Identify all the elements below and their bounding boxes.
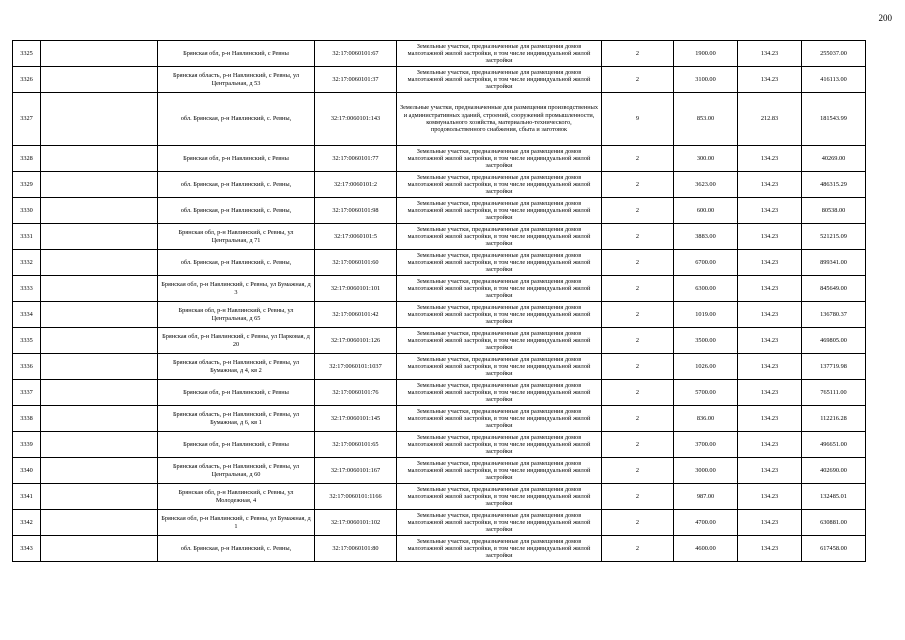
area-cell: 4600.00 — [674, 536, 738, 562]
specific-value-cell: 134.23 — [738, 328, 802, 354]
empty-cell — [41, 67, 158, 93]
use-group-cell: 2 — [602, 172, 674, 198]
cadastral-number-cell: 32:17:0060101:2 — [315, 172, 397, 198]
row-number: 3332 — [13, 250, 41, 276]
cadastral-number-cell: 32:17:0060101:77 — [315, 146, 397, 172]
table-row — [13, 432, 866, 458]
row-number: 3339 — [13, 432, 41, 458]
specific-value-cell: 134.23 — [738, 198, 802, 224]
cadastral-value-cell: 40269.00 — [802, 146, 866, 172]
empty-cell — [41, 302, 158, 328]
use-group-cell: 2 — [602, 250, 674, 276]
row-number: 3335 — [13, 328, 41, 354]
table-row — [13, 276, 866, 302]
area-cell: 1900.00 — [674, 41, 738, 67]
empty-cell — [41, 250, 158, 276]
permitted-use-cell: Земельные участки, предназначенные для размещения домов малоэтажной жилой застройки, в том числе индивидуальной жилой застройки — [397, 276, 602, 302]
permitted-use-cell: Земельные участки, предназначенные для размещения домов малоэтажной жилой застройки, в том числе индивидуальной жилой застройки — [397, 380, 602, 406]
area-cell: 3000.00 — [674, 458, 738, 484]
cadastral-value-cell: 132485.01 — [802, 484, 866, 510]
use-group-cell: 2 — [602, 41, 674, 67]
use-group-cell: 2 — [602, 198, 674, 224]
page-number: 200 — [878, 13, 892, 23]
table-row — [13, 484, 866, 510]
address-cell: обл. Брянская, р-н Навлинский, с. Ревны, — [158, 93, 315, 146]
cadastral-number-cell: 32:17:0060101:76 — [315, 380, 397, 406]
specific-value-cell: 134.23 — [738, 276, 802, 302]
row-number: 3329 — [13, 172, 41, 198]
address-cell: Брянская обл, р-н Навлинский, с Ревны, ул Молодежная, 4 — [158, 484, 315, 510]
use-group-cell: 2 — [602, 224, 674, 250]
cadastral-number-cell: 32:17:0060101:42 — [315, 302, 397, 328]
use-group-cell: 9 — [602, 93, 674, 146]
specific-value-cell: 134.23 — [738, 302, 802, 328]
row-number: 3343 — [13, 536, 41, 562]
area-cell: 3100.00 — [674, 67, 738, 93]
specific-value-cell: 134.23 — [738, 536, 802, 562]
use-group-cell: 2 — [602, 458, 674, 484]
cadastral-value-cell: 416113.00 — [802, 67, 866, 93]
cadastral-value-cell: 765111.00 — [802, 380, 866, 406]
address-cell: обл. Брянская, р-н Навлинский, с. Ревны, — [158, 172, 315, 198]
area-cell: 3623.00 — [674, 172, 738, 198]
cadastral-number-cell: 32:17:0060101:143 — [315, 93, 397, 146]
empty-cell — [41, 198, 158, 224]
cadastral-number-cell: 32:17:0060101:101 — [315, 276, 397, 302]
address-cell: Брянская обл, р-н Навлинский, с Ревны — [158, 41, 315, 67]
row-number: 3333 — [13, 276, 41, 302]
permitted-use-cell: Земельные участки, предназначенные для размещения производственных и административных зданий, строений, сооружений промышленности, коммунального хозяйства, материально-технического, продовольственного снабжения, сбыта и заготовок — [397, 93, 602, 146]
area-cell: 6300.00 — [674, 276, 738, 302]
address-cell: Брянская обл, р-н Навлинский, с Ревны — [158, 146, 315, 172]
use-group-cell: 2 — [602, 146, 674, 172]
cadastral-value-cell: 112216.28 — [802, 406, 866, 432]
permitted-use-cell: Земельные участки, предназначенные для размещения домов малоэтажной жилой застройки, в том числе индивидуальной жилой застройки — [397, 536, 602, 562]
use-group-cell: 2 — [602, 276, 674, 302]
area-cell: 300.00 — [674, 146, 738, 172]
use-group-cell: 2 — [602, 484, 674, 510]
register-body — [13, 41, 866, 562]
row-number: 3341 — [13, 484, 41, 510]
use-group-cell: 2 — [602, 67, 674, 93]
row-number: 3337 — [13, 380, 41, 406]
cadastral-value-cell: 521215.09 — [802, 224, 866, 250]
empty-cell — [41, 276, 158, 302]
permitted-use-cell: Земельные участки, предназначенные для размещения домов малоэтажной жилой застройки, в том числе индивидуальной жилой застройки — [397, 146, 602, 172]
address-cell: Брянская область, р-н Навлинский, с Ревны, ул Бумажная, д 4, кв 2 — [158, 354, 315, 380]
specific-value-cell: 134.23 — [738, 484, 802, 510]
table-row — [13, 172, 866, 198]
row-number: 3338 — [13, 406, 41, 432]
cadastral-number-cell: 32:17:0060101:102 — [315, 510, 397, 536]
specific-value-cell: 134.23 — [738, 224, 802, 250]
address-cell: Брянская обл, р-н Навлинский, с Ревны — [158, 432, 315, 458]
permitted-use-cell: Земельные участки, предназначенные для размещения домов малоэтажной жилой застройки, в том числе индивидуальной жилой застройки — [397, 250, 602, 276]
address-cell: обл. Брянская, р-н Навлинский, с. Ревны, — [158, 536, 315, 562]
empty-cell — [41, 146, 158, 172]
empty-cell — [41, 432, 158, 458]
empty-cell — [41, 224, 158, 250]
empty-cell — [41, 172, 158, 198]
use-group-cell: 2 — [602, 328, 674, 354]
permitted-use-cell: Земельные участки, предназначенные для размещения домов малоэтажной жилой застройки, в том числе индивидуальной жилой застройки — [397, 458, 602, 484]
specific-value-cell: 134.23 — [738, 380, 802, 406]
address-cell: Брянская область, р-н Навлинский, с Ревны, ул Центральная, д 60 — [158, 458, 315, 484]
address-cell: Брянская обл, р-н Навлинский, с Ревны, ул Бумажная, д 1 — [158, 510, 315, 536]
area-cell: 6700.00 — [674, 250, 738, 276]
area-cell: 4700.00 — [674, 510, 738, 536]
cadastral-value-cell: 486315.29 — [802, 172, 866, 198]
table-row — [13, 354, 866, 380]
empty-cell — [41, 354, 158, 380]
address-cell: Брянская область, р-н Навлинский, с Ревны, ул Центральная, д 53 — [158, 67, 315, 93]
permitted-use-cell: Земельные участки, предназначенные для размещения домов малоэтажной жилой застройки, в том числе индивидуальной жилой застройки — [397, 172, 602, 198]
area-cell: 853.00 — [674, 93, 738, 146]
permitted-use-cell: Земельные участки, предназначенные для размещения домов малоэтажной жилой застройки, в том числе индивидуальной жилой застройки — [397, 484, 602, 510]
address-cell: Брянская обл, р-н Навлинский, с Ревны — [158, 380, 315, 406]
cadastral-number-cell: 32:17:0060101:1166 — [315, 484, 397, 510]
address-cell: Брянская обл, р-н Навлинский, с Ревны, ул Парковая, д 20 — [158, 328, 315, 354]
permitted-use-cell: Земельные участки, предназначенные для размещения домов малоэтажной жилой застройки, в том числе индивидуальной жилой застройки — [397, 406, 602, 432]
area-cell: 1019.00 — [674, 302, 738, 328]
table-row — [13, 510, 866, 536]
specific-value-cell: 134.23 — [738, 67, 802, 93]
permitted-use-cell: Земельные участки, предназначенные для размещения домов малоэтажной жилой застройки, в том числе индивидуальной жилой застройки — [397, 67, 602, 93]
cadastral-value-cell: 402690.00 — [802, 458, 866, 484]
cadastral-value-cell: 845649.00 — [802, 276, 866, 302]
specific-value-cell: 134.23 — [738, 146, 802, 172]
cadastral-number-cell: 32:17:0060101:60 — [315, 250, 397, 276]
table-row — [13, 406, 866, 432]
row-number: 3331 — [13, 224, 41, 250]
table-row — [13, 146, 866, 172]
permitted-use-cell: Земельные участки, предназначенные для размещения домов малоэтажной жилой застройки, в том числе индивидуальной жилой застройки — [397, 41, 602, 67]
permitted-use-cell: Земельные участки, предназначенные для размещения домов малоэтажной жилой застройки, в том числе индивидуальной жилой застройки — [397, 198, 602, 224]
row-number: 3340 — [13, 458, 41, 484]
empty-cell — [41, 93, 158, 146]
cadastral-number-cell: 32:17:0060101:65 — [315, 432, 397, 458]
permitted-use-cell: Земельные участки, предназначенные для размещения домов малоэтажной жилой застройки, в том числе индивидуальной жилой застройки — [397, 354, 602, 380]
table-row — [13, 302, 866, 328]
cadastral-number-cell: 32:17:0060101:145 — [315, 406, 397, 432]
use-group-cell: 2 — [602, 510, 674, 536]
address-cell: обл. Брянская, р-н Навлинский, с. Ревны, — [158, 198, 315, 224]
cadastral-value-cell: 496651.00 — [802, 432, 866, 458]
permitted-use-cell: Земельные участки, предназначенные для размещения домов малоэтажной жилой застройки, в том числе индивидуальной жилой застройки — [397, 432, 602, 458]
use-group-cell: 2 — [602, 380, 674, 406]
table-row — [13, 536, 866, 562]
address-cell: обл. Брянская, р-н Навлинский, с. Ревны, — [158, 250, 315, 276]
address-cell: Брянская обл, р-н Навлинский, с Ревны, ул Центральная, д 65 — [158, 302, 315, 328]
address-cell: Брянская область, р-н Навлинский, с Ревны, ул Бумажная, д 6, кв 1 — [158, 406, 315, 432]
table-row — [13, 380, 866, 406]
row-number: 3330 — [13, 198, 41, 224]
area-cell: 987.00 — [674, 484, 738, 510]
use-group-cell: 2 — [602, 302, 674, 328]
area-cell: 3500.00 — [674, 328, 738, 354]
table-row — [13, 250, 866, 276]
table-row — [13, 198, 866, 224]
table-row — [13, 458, 866, 484]
empty-cell — [41, 380, 158, 406]
cadastral-number-cell: 32:17:0060101:98 — [315, 198, 397, 224]
use-group-cell: 2 — [602, 354, 674, 380]
use-group-cell: 2 — [602, 406, 674, 432]
table-row — [13, 67, 866, 93]
address-cell: Брянская обл, р-н Навлинский, с Ревны, ул Центральная, д 71 — [158, 224, 315, 250]
cadastral-value-cell: 469805.00 — [802, 328, 866, 354]
empty-cell — [41, 536, 158, 562]
cadastral-register-table — [12, 40, 866, 562]
cadastral-number-cell: 32:17:0060101:80 — [315, 536, 397, 562]
cadastral-number-cell: 32:17:0060101:167 — [315, 458, 397, 484]
area-cell: 836.00 — [674, 406, 738, 432]
cadastral-value-cell: 630881.00 — [802, 510, 866, 536]
area-cell: 3883.00 — [674, 224, 738, 250]
cadastral-value-cell: 137719.98 — [802, 354, 866, 380]
cadastral-value-cell: 181543.99 — [802, 93, 866, 146]
address-cell: Брянская обл, р-н Навлинский, с Ревны, ул Бумажная, д 3 — [158, 276, 315, 302]
table-row — [13, 328, 866, 354]
table-row — [13, 224, 866, 250]
specific-value-cell: 134.23 — [738, 458, 802, 484]
row-number: 3326 — [13, 67, 41, 93]
use-group-cell: 2 — [602, 536, 674, 562]
specific-value-cell: 134.23 — [738, 250, 802, 276]
empty-cell — [41, 406, 158, 432]
permitted-use-cell: Земельные участки, предназначенные для размещения домов малоэтажной жилой застройки, в том числе индивидуальной жилой застройки — [397, 510, 602, 536]
row-number: 3325 — [13, 41, 41, 67]
specific-value-cell: 134.23 — [738, 510, 802, 536]
cadastral-number-cell: 32:17:0060101:5 — [315, 224, 397, 250]
area-cell: 5700.00 — [674, 380, 738, 406]
row-number: 3334 — [13, 302, 41, 328]
cadastral-value-cell: 80538.00 — [802, 198, 866, 224]
cadastral-value-cell: 899341.00 — [802, 250, 866, 276]
specific-value-cell: 134.23 — [738, 172, 802, 198]
cadastral-number-cell: 32:17:0060101:37 — [315, 67, 397, 93]
use-group-cell: 2 — [602, 432, 674, 458]
specific-value-cell: 212.83 — [738, 93, 802, 146]
row-number: 3328 — [13, 146, 41, 172]
cadastral-number-cell: 32:17:0060101:126 — [315, 328, 397, 354]
cadastral-number-cell: 32:17:0060101:1037 — [315, 354, 397, 380]
permitted-use-cell: Земельные участки, предназначенные для размещения домов малоэтажной жилой застройки, в том числе индивидуальной жилой застройки — [397, 302, 602, 328]
empty-cell — [41, 510, 158, 536]
permitted-use-cell: Земельные участки, предназначенные для размещения домов малоэтажной жилой застройки, в том числе индивидуальной жилой застройки — [397, 328, 602, 354]
specific-value-cell: 134.23 — [738, 41, 802, 67]
cadastral-value-cell: 136780.37 — [802, 302, 866, 328]
permitted-use-cell: Земельные участки, предназначенные для размещения домов малоэтажной жилой застройки, в том числе индивидуальной жилой застройки — [397, 224, 602, 250]
empty-cell — [41, 41, 158, 67]
area-cell: 1026.00 — [674, 354, 738, 380]
area-cell: 600.00 — [674, 198, 738, 224]
specific-value-cell: 134.23 — [738, 354, 802, 380]
empty-cell — [41, 458, 158, 484]
row-number: 3342 — [13, 510, 41, 536]
cadastral-number-cell: 32:17:0060101:67 — [315, 41, 397, 67]
empty-cell — [41, 328, 158, 354]
table-row — [13, 93, 866, 146]
row-number: 3327 — [13, 93, 41, 146]
cadastral-value-cell: 617458.00 — [802, 536, 866, 562]
specific-value-cell: 134.23 — [738, 432, 802, 458]
area-cell: 3700.00 — [674, 432, 738, 458]
row-number: 3336 — [13, 354, 41, 380]
empty-cell — [41, 484, 158, 510]
table-row — [13, 41, 866, 67]
cadastral-value-cell: 255037.00 — [802, 41, 866, 67]
specific-value-cell: 134.23 — [738, 406, 802, 432]
